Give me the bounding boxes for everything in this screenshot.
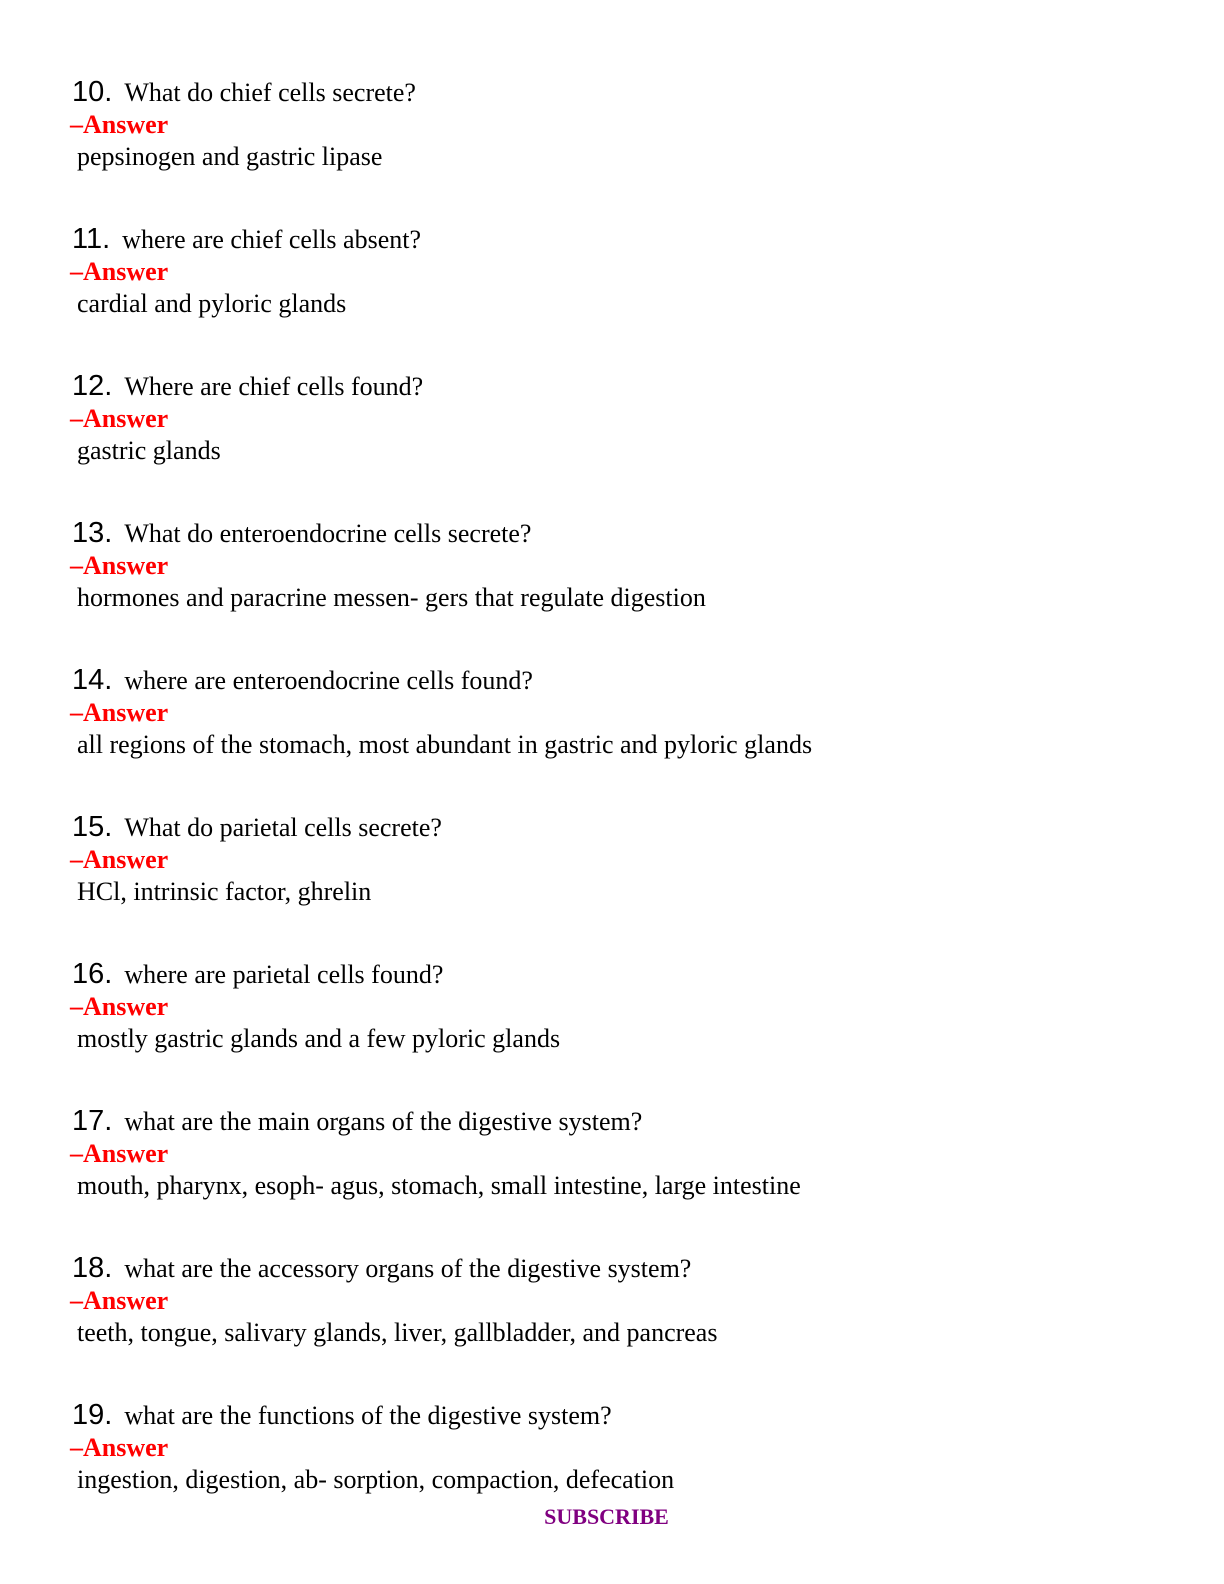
question-text: where are parietal cells found? (124, 960, 444, 989)
answer-text: teeth, tongue, salivary glands, liver, gallbladder, and pancreas (77, 1318, 718, 1347)
qa-item (0, 1252, 1224, 1392)
question-line (72, 664, 533, 696)
answer-label: –Answer (70, 1433, 169, 1462)
question-text: what are the main organs of the digestive system? (124, 1107, 643, 1136)
qa-item (0, 958, 1224, 1098)
question-text: what are the functions of the digestive system? (124, 1401, 612, 1430)
answer-text: pepsinogen and gastric lipase (77, 142, 383, 171)
answer-label: –Answer (70, 551, 169, 580)
question-line (72, 223, 421, 255)
question-line (72, 958, 443, 990)
answer-text: ingestion, digestion, ab- sorption, compaction, defecation (77, 1465, 675, 1494)
answer-label: –Answer (70, 845, 169, 874)
question-number: 12. (72, 370, 113, 402)
answer-label: –Answer (70, 992, 169, 1021)
question-number: 13. (72, 517, 113, 549)
question-text: where are chief cells absent? (122, 225, 421, 254)
question-text: What do parietal cells secrete? (124, 813, 442, 842)
question-line (72, 1399, 612, 1431)
question-line (72, 370, 423, 402)
question-number: 16. (72, 958, 113, 990)
qa-item (0, 76, 1224, 216)
qa-item (0, 370, 1224, 510)
answer-label: –Answer (70, 110, 169, 139)
answer-text: mouth, pharynx, esoph- agus, stomach, small intestine, large intestine (77, 1171, 801, 1200)
question-number: 10. (72, 76, 113, 108)
answer-label: –Answer (70, 404, 169, 433)
qa-item (0, 517, 1224, 657)
qa-item (0, 811, 1224, 951)
question-number: 18. (72, 1252, 113, 1284)
question-text: What do chief cells secrete? (124, 78, 416, 107)
answer-label: –Answer (70, 257, 169, 286)
qa-item (0, 1105, 1224, 1245)
answer-text: HCl, intrinsic factor, ghrelin (77, 877, 372, 906)
answer-text: cardial and pyloric glands (77, 289, 347, 318)
answer-label: –Answer (70, 1286, 169, 1315)
subscribe-link[interactable]: SUBSCRIBE (544, 1504, 669, 1529)
answer-label: –Answer (70, 1139, 169, 1168)
qa-item (0, 664, 1224, 804)
question-text: What do enteroendocrine cells secrete? (124, 519, 532, 548)
question-text: where are enteroendocrine cells found? (124, 666, 533, 695)
question-number: 11. (72, 223, 111, 255)
question-line (72, 1252, 691, 1284)
question-number: 15. (72, 811, 113, 843)
answer-text: all regions of the stomach, most abundant in gastric and pyloric glands (77, 730, 813, 759)
qa-item (0, 223, 1224, 363)
question-number: 17. (72, 1105, 113, 1137)
answer-label: –Answer (70, 698, 169, 727)
question-number: 14. (72, 664, 113, 696)
answer-text: mostly gastric glands and a few pyloric glands (77, 1024, 561, 1053)
question-number: 19. (72, 1399, 113, 1431)
question-text: Where are chief cells found? (124, 372, 424, 401)
question-line (72, 517, 531, 549)
answer-text: gastric glands (77, 436, 221, 465)
question-line (72, 811, 442, 843)
question-text: what are the accessory organs of the digestive system? (124, 1254, 692, 1283)
question-line (72, 1105, 642, 1137)
answer-text: hormones and paracrine messen- gers that regulate digestion (77, 583, 706, 612)
question-line (72, 76, 416, 108)
